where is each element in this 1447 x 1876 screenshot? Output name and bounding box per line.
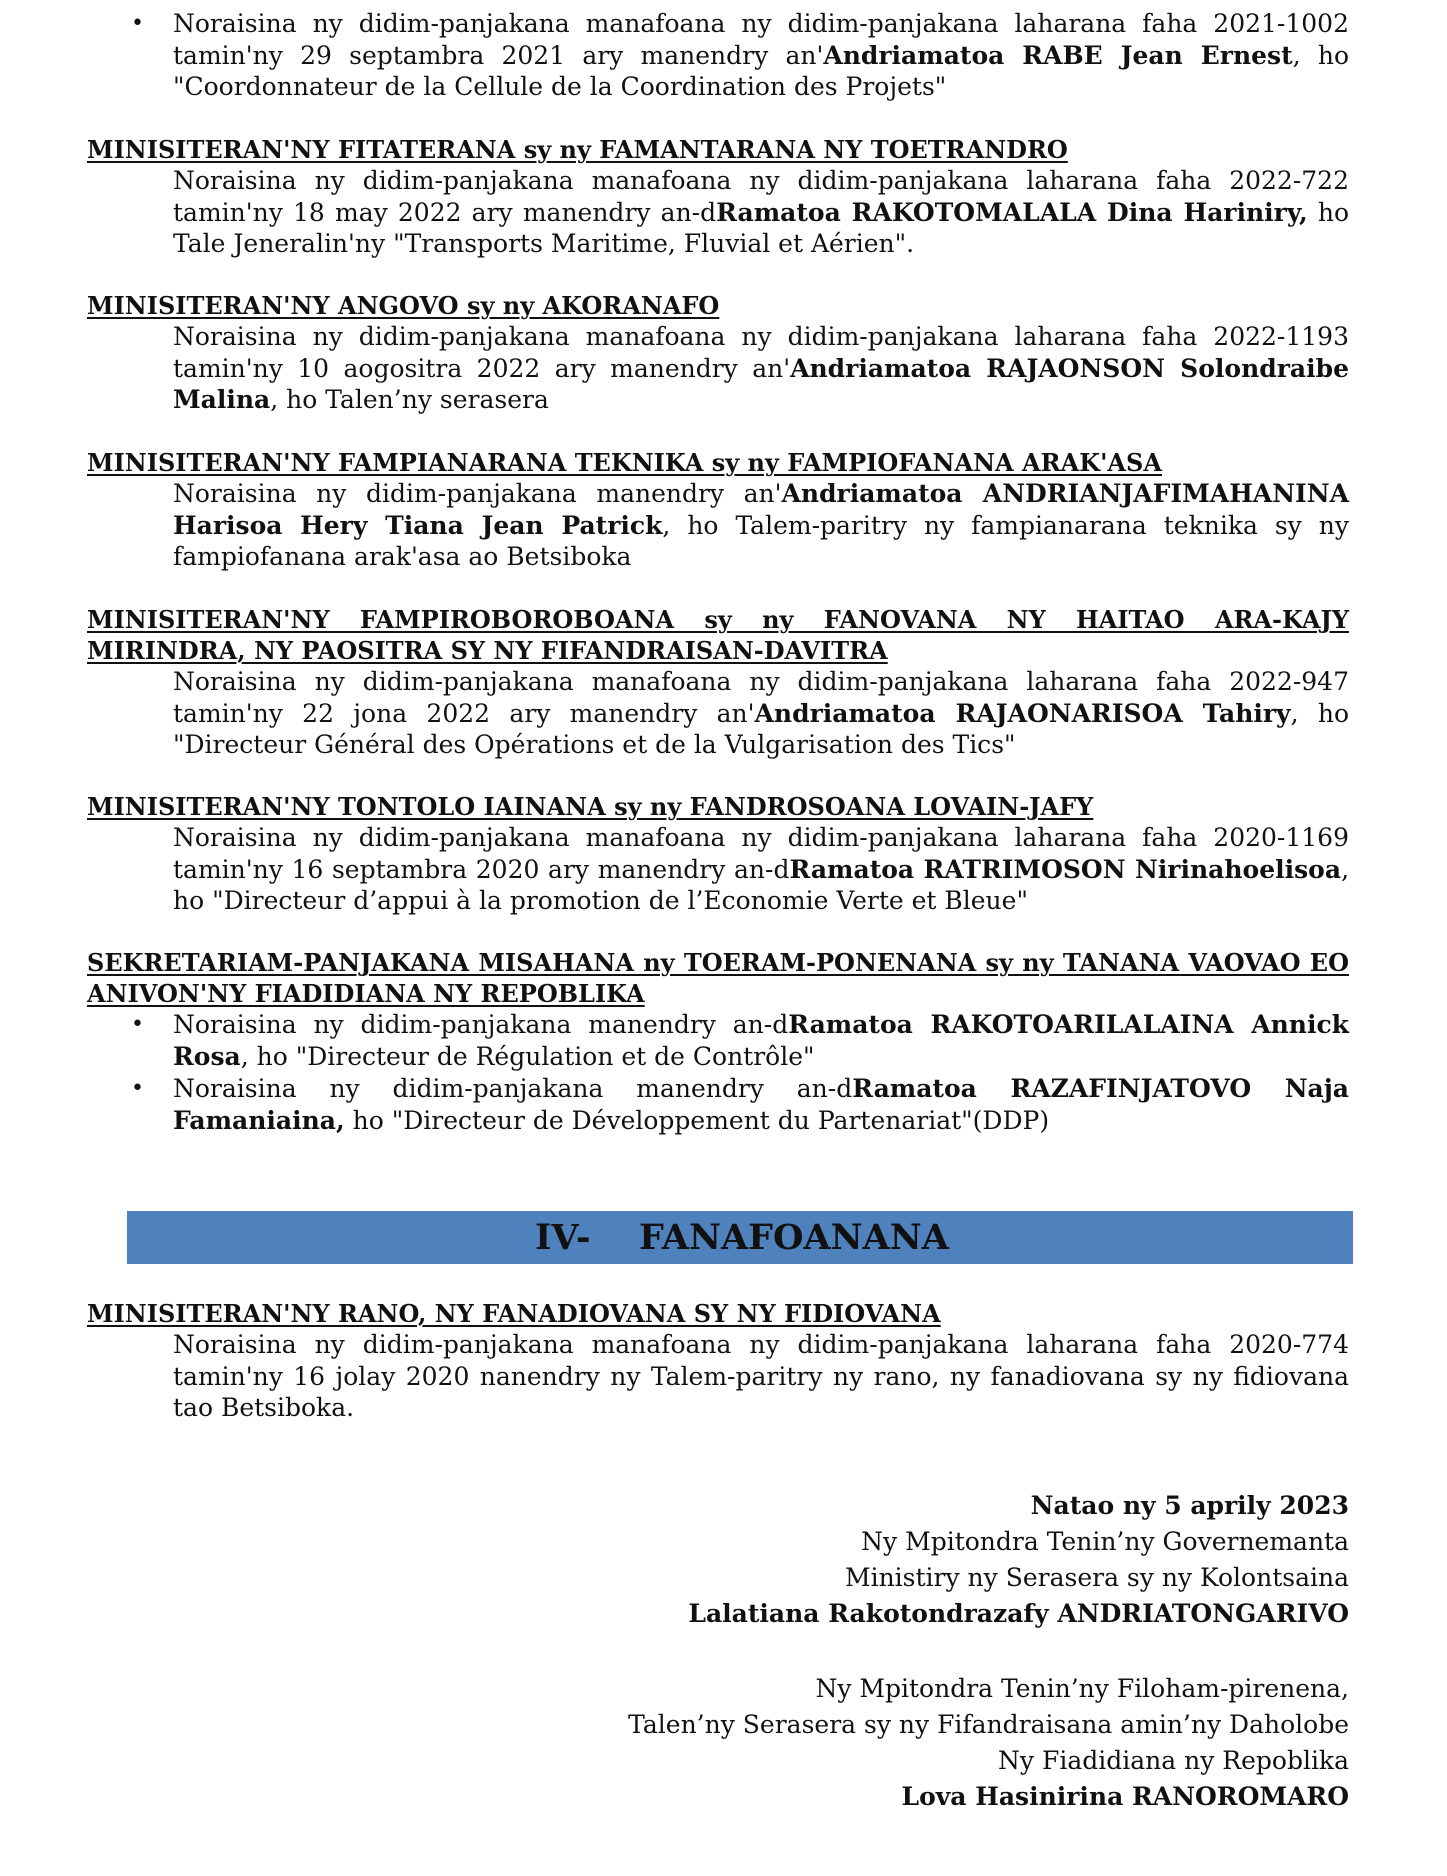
signatory-title: Ministiry ny Serasera sy ny Kolontsaina [844, 1563, 1349, 1592]
decree-text: , ho "Directeur d’appui à la promotion de l’Economie Verte et Bleue" [173, 854, 1350, 915]
appointee-name: Ramatoa RAZAFINJATOVO Naja Famaniaina, [173, 1074, 1349, 1135]
ministry-heading: MINISITERAN'NY FAMPIROBOROBOANA sy ny FANOVANA NY HAITAO ARA-KAJY MIRINDRA, NY PAOSITRA SY NY FIFANDRAISAN-DAVITRA [87, 605, 1349, 665]
decree-paragraph [173, 8, 1349, 103]
decree-text: Noraisina ny didim-panjakana manafoana ny didim-panjakana laharana faha 2020-1169 tamin'ny 16 septambra 2020 ary manendry an-d [173, 823, 1349, 884]
decree-paragraph [173, 321, 1349, 416]
decree-paragraph [173, 666, 1349, 761]
bullet-icon: • [131, 11, 144, 36]
decree-text: , ho "Directeur de Régulation et de Contrôle" [240, 1041, 815, 1071]
decree-text: Noraisina ny didim-panjakana manendry an' [173, 479, 782, 508]
decree-text: Noraisina ny didim-panjakana manafoana ny didim-panjakana laharana faha 2022-1193 tamin'ny 10 aogositra 2022 ary manendry an' [173, 322, 1349, 383]
section-number: IV- [535, 1217, 591, 1258]
decree-paragraph [173, 165, 1349, 260]
decree-text: Noraisina ny didim-panjakana manafoana ny didim-panjakana laharana faha 2022-722 tamin'ny 18 may 2022 ary manendry an-d [173, 166, 1349, 227]
decree-paragraph: Noraisina ny didim-panjakana manafoana ny didim-panjakana laharana faha 2020-774 tamin'ny 16 jolay 2020 nanendry ny Talem-paritry ny rano, ny fanadiovana sy ny fidiovana tao Betsiboka. [173, 1330, 1349, 1422]
appointee-name: Andriamatoa RABE Jean Ernest [823, 40, 1293, 70]
decree-paragraph [173, 478, 1349, 573]
signatory-title: Ny Fiadidiana ny Repoblika [998, 1746, 1349, 1775]
decree-paragraph [173, 1073, 1349, 1136]
decree-paragraph [173, 1009, 1349, 1072]
ministry-heading: MINISITERAN'NY FAMPIANARANA TEKNIKA sy ny FAMPIOFANANA ARAK'ASA [87, 448, 1162, 477]
appointee-name: Ramatoa RATRIMOSON Nirinahoelisoa [789, 854, 1342, 884]
section-title: FANAFOANANA [639, 1217, 949, 1258]
decree-text: , ho "Coordonnateur de la Cellule de la Coordination des Projets" [173, 40, 1349, 101]
signature-date: Natao ny 5 aprily 2023 [1030, 1491, 1349, 1520]
signature-block [628, 1671, 1349, 1815]
bullet-icon: • [131, 1076, 144, 1101]
signatory-title: Talen’ny Serasera sy ny Fifandraisana amin’ny Daholobe [628, 1710, 1349, 1739]
appointee-name: Andriamatoa ANDRIANJAFIMAHANINA Harisoa Hery Tiana Jean Patrick [173, 479, 1350, 540]
appointee-name: Ramatoa RAKOTOMALALA Dina Hariniry, [716, 197, 1308, 227]
decree-text: Noraisina ny didim-panjakana manendry an-d [173, 1010, 789, 1039]
appointee-name: Ramatoa RAKOTOARILALAINA Annick Rosa [173, 1010, 1349, 1071]
decree-text: , ho Talen’ny serasera [270, 385, 549, 414]
decree-text: , ho Talem-paritry ny fampianarana teknika sy ny fampiofanana arak'asa ao Betsiboka [173, 510, 1349, 571]
section-header-bar [127, 1211, 1353, 1264]
signatory-name: Lalatiana Rakotondrazafy ANDRIATONGARIVO [688, 1599, 1349, 1628]
appointee-name: Andriamatoa RAJAONARISOA Tahiry [754, 698, 1291, 728]
decree-text: ho "Directeur de Développement du Partenariat"(DDP) [344, 1105, 1050, 1135]
signatory-name: Lova Hasinirina RANOROMARO [901, 1782, 1349, 1811]
decree-paragraph [173, 822, 1349, 917]
decree-text: ho Tale Jeneralin'ny "Transports Maritime, Fluvial et Aérien". [173, 197, 1349, 258]
decree-text: Noraisina ny didim-panjakana manafoana ny didim-panjakana laharana faha 2022-947 tamin'ny 22 jona 2022 ary manendry an' [173, 667, 1349, 728]
decree-text: Noraisina ny didim-panjakana manafoana ny didim-panjakana laharana faha 2021-1002 tamin'ny 29 septambra 2021 ary manendry an' [173, 9, 1349, 70]
decree-text: Noraisina ny didim-panjakana manendry an-d [173, 1074, 853, 1103]
ministry-heading: MINISITERAN'NY ANGOVO sy ny AKORANAFO [87, 291, 720, 320]
signatory-title: Ny Mpitondra Tenin’ny Governemanta [861, 1527, 1349, 1556]
appointee-name: Andriamatoa RAJAONSON Solondraibe Malina [173, 353, 1349, 414]
ministry-heading: SEKRETARIAM-PANJAKANA MISAHANA ny TOERAM-PONENANA sy ny TANANA VAOVAO EO ANIVON'NY FIADIDIANA NY REPOBLIKA [87, 948, 1349, 1008]
ministry-heading: MINISITERAN'NY TONTOLO IAINANA sy ny FANDROSOANA LOVAIN-JAFY [87, 792, 1094, 821]
bullet-icon: • [131, 1012, 144, 1037]
ministry-heading: MINISITERAN'NY FITATERANA sy ny FAMANTARANA NY TOETRANDRO [87, 135, 1068, 164]
signatory-title: Ny Mpitondra Tenin’ny Filoham-pirenena, [815, 1674, 1349, 1703]
ministry-heading: MINISITERAN'NY RANO, NY FANADIOVANA SY NY FIDIOVANA [87, 1299, 941, 1328]
decree-text: , ho "Directeur Général des Opérations et de la Vulgarisation des Tics" [173, 698, 1349, 759]
signature-block [688, 1488, 1349, 1632]
